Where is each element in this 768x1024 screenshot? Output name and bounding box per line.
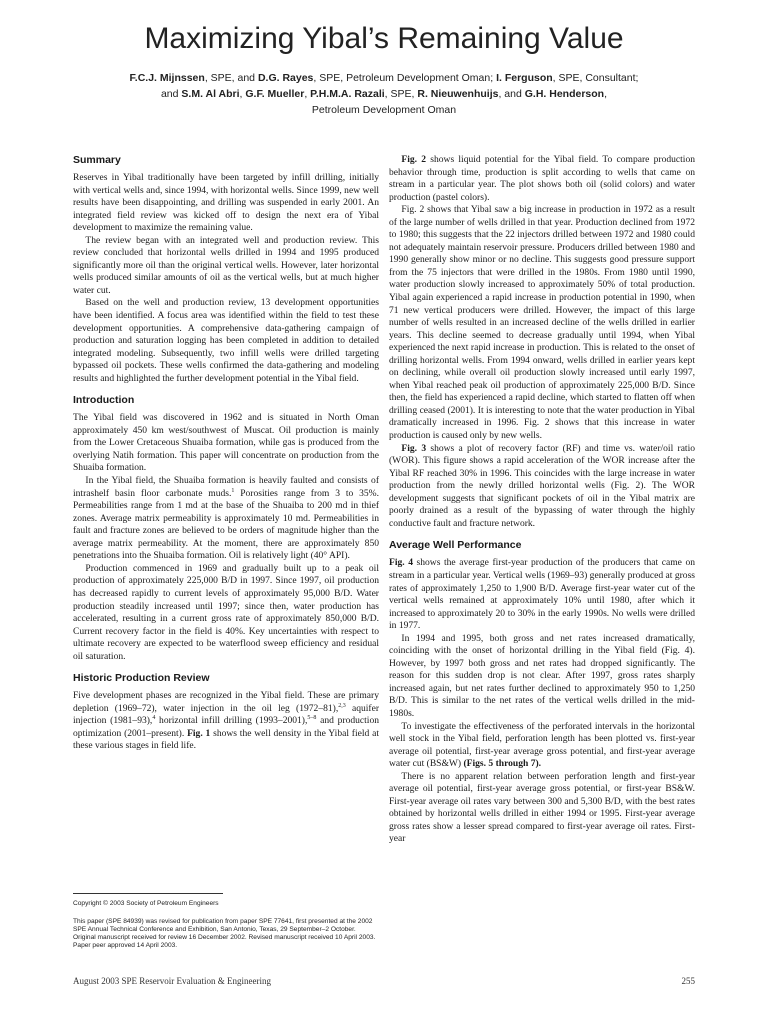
figure-reference: Fig. 3 — [401, 442, 427, 454]
author-separator: and — [160, 88, 182, 100]
body-paragraph: In 1994 and 1995, both gross and net rates increased dramatically, coinciding with the onset of horizontal drilling in the Yibal field (Fig. 4). However, by 1997 both gross and net rates had dropped significantly. The reason for this sudden drop is not clear. After 1997, gross rates sharply increased again, but net rates further declined to approximately 950 to 1,250 B/D. This is similar to the net rates of the vertical wells drilled in the mid-1980s. — [389, 632, 695, 719]
figure-reference: Fig. 4 — [389, 557, 413, 569]
author-name: G.F. Mueller — [245, 88, 305, 100]
left-column — [73, 154, 379, 753]
author-affiliation: , SPE, Petroleum Development Oman; — [313, 72, 497, 84]
paper-history-note: This paper (SPE 84939) was revised for publication from paper SPE 77641, first presented at the 2002 SPE Annual Technical Conference and Exhibition, San Antonio, Texas, 29 September–2 October. Original manuscript received for review 16 December 2002. Revised manuscript received 10 April 2003. Paper peer approved 14 April 2003. — [73, 918, 376, 949]
section-heading-historic-production: Historic Production Review — [73, 672, 210, 685]
introduction-paragraph: Production commenced in 1969 and gradually built up to a peak oil production of approximately 225,000 B/D in 1997. Since 1997, oil production has decreased rapidly to current levels of approximately 95,000 B/D. Water production steadily increased until 1997; since then, water production has accelerated, resulting in a current gross rate of approximately 850,000 B/D. Current recovery factor in the field is 40%. Key uncertainties with respect to ultimate recovery are expected to be waterflood sweep efficiency and residual oil saturation. — [73, 562, 379, 662]
author-name: S.M. Al Abri — [181, 88, 240, 100]
body-paragraph: There is no apparent relation between perforation length and first-year average oil potential, first-year average gross potential, or first-year BS&W. First-year average oil rates vary between 300 and 5,300 B/D, with the best rates obtained by horizontal wells drilled in either 1994 or 1995. First-year average gross rates show a lesser spread compared to first-year average oil rates. First-year — [389, 770, 695, 845]
author-name: F.C.J. Mijnssen — [129, 72, 205, 84]
author-organization: Petroleum Development Oman — [311, 104, 457, 116]
journal-footer: August 2003 SPE Reservoir Evaluation & Engineering — [73, 976, 271, 986]
citation: 4 — [152, 715, 156, 722]
body-paragraph: Fig. 3 shows a plot of recovery factor (RF) and time vs. water/oil ratio (WOR). This figure shows a rapid acceleration of the WOR increase after the Yibal RF reached 30% in 1996. This coincides with the large increase in water production from the newly drilled horizontal wells (Fig. 2). The WOR development suggests that significant pockets of oil in the Yibal matrix are poorly drained as a result of the bypassing of water through the highly conductive fault and fracture network. — [389, 442, 696, 529]
section-heading-introduction: Introduction — [73, 394, 135, 407]
summary-paragraph: The review began with an integrated well and production review. This review concluded that horizontal wells drilled in 1994 and 1995 produced significantly more oil than the original vertical wells. However, later horizontal wells produced similar amounts of oil as the vertical wells, but at much higher water cut. — [73, 234, 379, 296]
citation: 2,3 — [338, 702, 346, 709]
author-affiliation: , SPE, and — [204, 72, 258, 84]
copyright-notice: Copyright © 2003 Society of Petroleum Engineers — [73, 900, 219, 907]
author-separator: , and — [498, 88, 525, 100]
body-paragraph: Fig. 2 shows liquid potential for the Yibal field. To compare production behavior through time, production is split according to wells that came on stream in a particular year. The plot shows both oil (solid colors) and water production (pastel colors). — [389, 154, 695, 203]
author-name: P.H.M.A. Razali — [310, 88, 385, 100]
author-separator: , — [604, 88, 608, 100]
section-heading-summary: Summary — [73, 154, 121, 166]
historic-paragraph: Five development phases are recognized in the Yibal field. These are primary depletion (1969–72), water injection in the oil leg (1972–81),$^{2,3}$ aquifer injection (1981–93),$^4$ horizontal infill drilling (1993–2001),$^{5-8}$ and production optimization (2001–present). Fig. 1 shows the well density in the Yibal field at these various stages in field life. — [73, 690, 380, 752]
figure-reference: Fig. 2 — [401, 154, 427, 165]
paper-title: Maximizing Yibal’s Remaining Value — [144, 22, 624, 55]
author-name: G.H. Henderson — [524, 88, 605, 100]
author-affiliation: , SPE, — [384, 88, 418, 100]
author-name: D.G. Rayes — [257, 72, 314, 84]
author-list — [40, 70, 728, 118]
citation: 1 — [231, 487, 235, 494]
author-affiliation: , SPE, Consultant; — [552, 72, 639, 84]
introduction-paragraph: The Yibal field was discovered in 1962 and is situated in North Oman approximately 450 km west/southwest of Muscat. Oil production is mainly from the Lower Cretaceous Shuaiba formation, while gas is produced from the overlying Natih formation. This paper will concentrate on production from the Shuaiba formation. — [73, 412, 379, 474]
footnote-divider — [73, 893, 223, 894]
introduction-paragraph: In the Yibal field, the Shuaiba formation is heavily faulted and consists of intrashelf basin floor carbonate muds.$^1$ Porosities range from 3 to 35%. Permeabilities range from 1 md at the base of the Shuaiba to 200 md in thief zones. Average matrix permeability is approximately 10 md. Permeabilities in fault and fracture zones are believed to be orders of magnitude higher than the average matrix permeability. At the moment, there are approximately 850 penetrations into the Shuaiba formation. Oil is relatively light (40° API). — [73, 475, 379, 562]
section-heading-average-well-performance: Average Well Performance — [389, 539, 522, 552]
figure-reference: (Figs. 5 through 7). — [463, 758, 542, 770]
body-paragraph: Fig. 2 shows that Yibal saw a big increase in production in 1972 as a result of the large number of wells drilled in that year. Production declined from 1972 to 1980; this suggests that the 22 injectors drilled between 1972 and 1980 could not adequately maintain reservoir pressure. Producers drilled between 1980 and 1990 generally show minor or no decline. This suggests good pressure support from the 75 injectors that were drilled in the 1980s. From 1980 until 1990, water production slowly increased to approximately 50% of total production. Yibal again experienced a rapid increase in production potential in 1990, when 71 new vertical producers were drilled. However, the impact of this large number of wells resulted in an increased decline of the wells drilled in earlier years. This decline seemed to decrease gradually until 1994, when Yibal experienced the next rapid increase in production. This is related to the onset of drilling horizontal wells. From 1994 onward, wells drilled in earlier years kept on declining, while overall oil production slowly increased until early 1997, when Yibal reached peak oil production of approximately 225,000 B/D. Since then, the field has experienced a rapid decline, which started to flatten off when drilling ceased (2001). It is interesting to note that the water production in Yibal dramatically increased in 1996. Fig. 2 shows that this increase in water production is caused only by new wells. — [389, 204, 695, 442]
author-name: R. Nieuwenhuijs — [417, 88, 499, 100]
right-column — [389, 154, 695, 846]
citation: 5–8 — [307, 715, 317, 722]
summary-paragraph: Based on the well and production review, 13 development opportunities have been identified. A focus area was identified within the field to test these development opportunities. A comprehensive data-gathering campaign of production and saturation logging has been completed in addition to detailed integrated modeling. Subsequently, two infill wells were drilled targeting bypassed oil pockets. These wells confirmed the data-gathering and modeling results and highlighted the further development potential in the Yibal field. — [73, 297, 379, 384]
body-paragraph: To investigate the effectiveness of the perforated intervals in the horizontal well stock in the Yibal field, perforation length has been plotted vs. first-year average oil potential, first-year average gross potential, and first-year average water cut (BS&W) (Figs. 5 through 7). — [389, 720, 695, 770]
author-separator: , — [239, 88, 246, 100]
author-name: I. Ferguson — [496, 72, 553, 84]
figure-reference: Fig. 1 — [187, 727, 211, 739]
author-separator: , — [304, 88, 311, 100]
summary-paragraph: Reserves in Yibal traditionally have been targeted by infill drilling, initially with vertical wells and, since 1994, with horizontal wells. Since 1999, new well results have been disappointing, and drilling was suspended in early 2001. An integrated field review was kicked off to design the next era of Yibal development to maximize the remaining value. — [73, 172, 379, 234]
body-paragraph: Fig. 4 shows the average first-year production of the producers that came on stream in a particular year. Vertical wells (1969–93) generally produced at gross rates of approximately 1,250 to 1,900 B/D. Average first-year water cut of the vertical wells remained at approximately 10% until 1980, after which it increased to approximately 20 to 30% in the early 1990s. No wells were drilled in 1977. — [389, 557, 695, 632]
page-number: 255 — [681, 976, 695, 986]
